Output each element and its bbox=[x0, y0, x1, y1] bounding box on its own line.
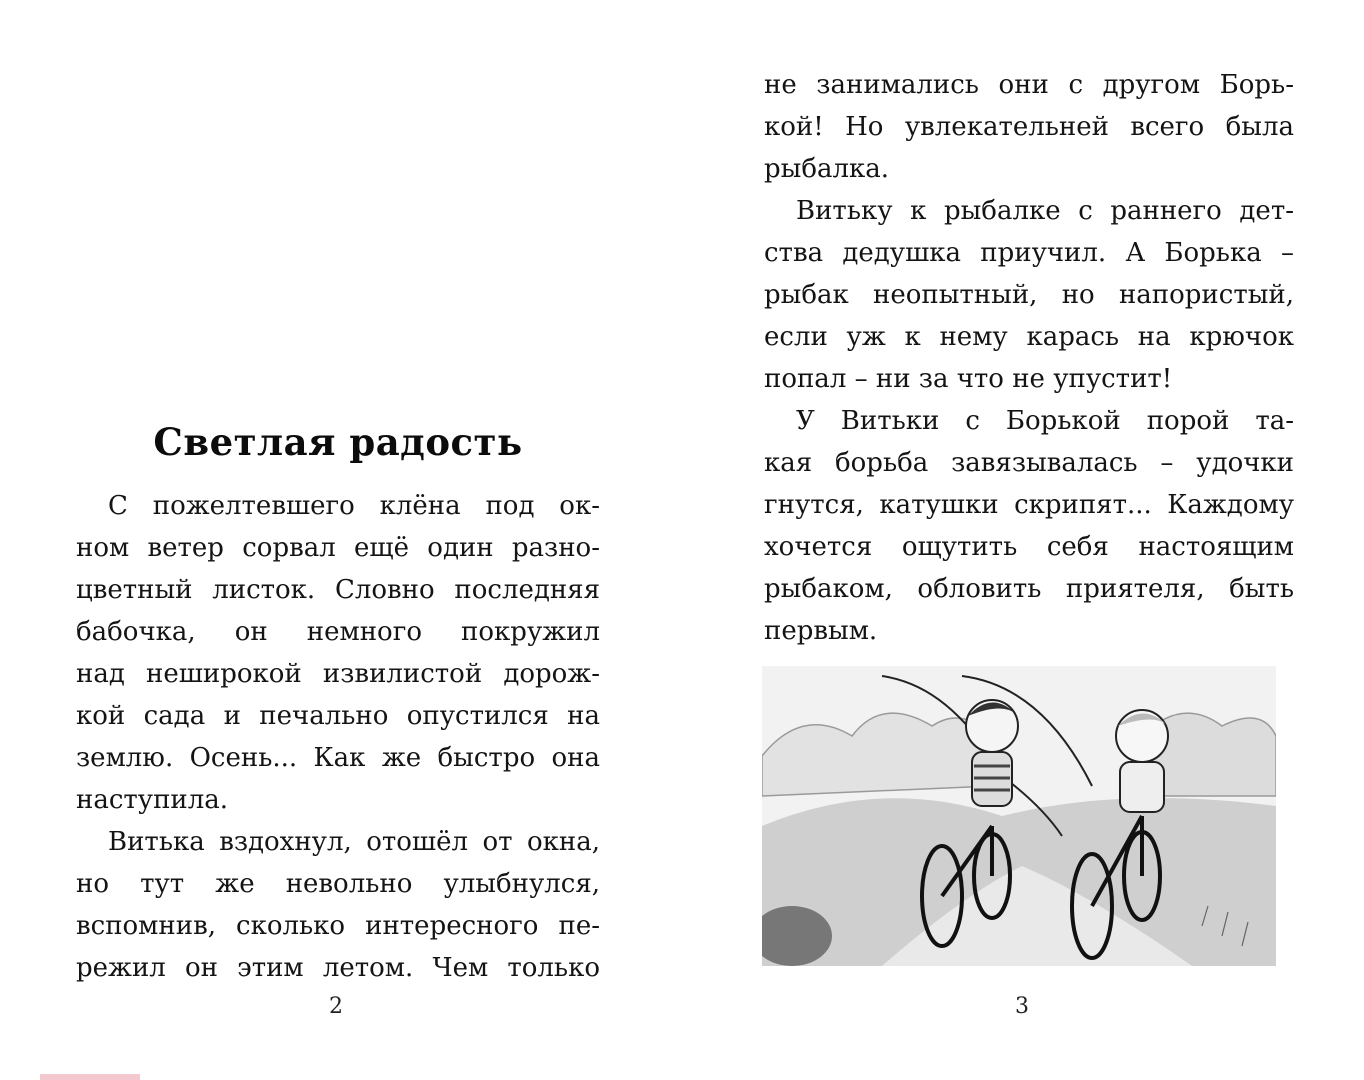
text-line: попал – ни за что не упустит! bbox=[764, 364, 1173, 394]
text-line: режил он этим летом. Чем только bbox=[76, 953, 600, 983]
text-line: землю. Осень... Как же быстро она bbox=[76, 743, 600, 773]
text-line: бабочка, он немного покружил bbox=[76, 617, 600, 647]
right-page-text bbox=[764, 64, 1294, 652]
text-line: Витька вздохнул, отошёл от окна, bbox=[108, 827, 600, 857]
text-line: рыбак неопытный, но напористый, bbox=[764, 280, 1294, 310]
text-line: ном ветер сорвал ещё один разно- bbox=[76, 533, 600, 563]
text-line: если уж к нему карась на крючок bbox=[764, 322, 1294, 352]
text-line: С пожелтевшего клёна под ок- bbox=[108, 491, 600, 521]
text-line: рыбаком, обловить приятеля, быть bbox=[764, 574, 1294, 604]
text-line: кой! Но увлекательней всего была bbox=[764, 112, 1294, 142]
text-line: хочется ощутить себя настоящим bbox=[764, 532, 1294, 562]
text-line: вспомнив, сколько интересного пе- bbox=[76, 911, 600, 941]
text-line: Витьку к рыбалке с раннего дет- bbox=[796, 196, 1294, 226]
page-number-left: 2 bbox=[329, 994, 343, 1019]
chapter-title: Светлая радость bbox=[153, 420, 523, 464]
cloud-left bbox=[762, 713, 992, 796]
text-line: У Витьки с Борькой порой та- bbox=[796, 406, 1294, 436]
left-page-text bbox=[76, 485, 600, 989]
right-page bbox=[682, 0, 1364, 1080]
text-line: не занимались они с другом Борь- bbox=[764, 70, 1294, 100]
text-line: цветный листок. Словно последняя bbox=[76, 575, 600, 605]
text-line: над неширокой извилистой дорож- bbox=[76, 659, 600, 689]
text-line: кой сада и печально опустился на bbox=[76, 701, 600, 731]
text-line: кая борьба завязывалась – удочки bbox=[764, 448, 1294, 478]
illustration-drawing bbox=[762, 666, 1276, 966]
page-number-right: 3 bbox=[1015, 994, 1029, 1019]
text-line: гнутся, катушки скрипят... Каждому bbox=[764, 490, 1294, 520]
illustration-boys-on-bicycles bbox=[762, 666, 1276, 966]
text-line: ства дедушка приучил. А Борька – bbox=[764, 238, 1294, 268]
text-line: рыбалка. bbox=[764, 154, 890, 184]
page-edge-mark bbox=[40, 1074, 140, 1080]
text-line: но тут же невольно улыбнулся, bbox=[76, 869, 600, 899]
text-line: наступила. bbox=[76, 785, 229, 815]
text-line: первым. bbox=[764, 616, 878, 646]
